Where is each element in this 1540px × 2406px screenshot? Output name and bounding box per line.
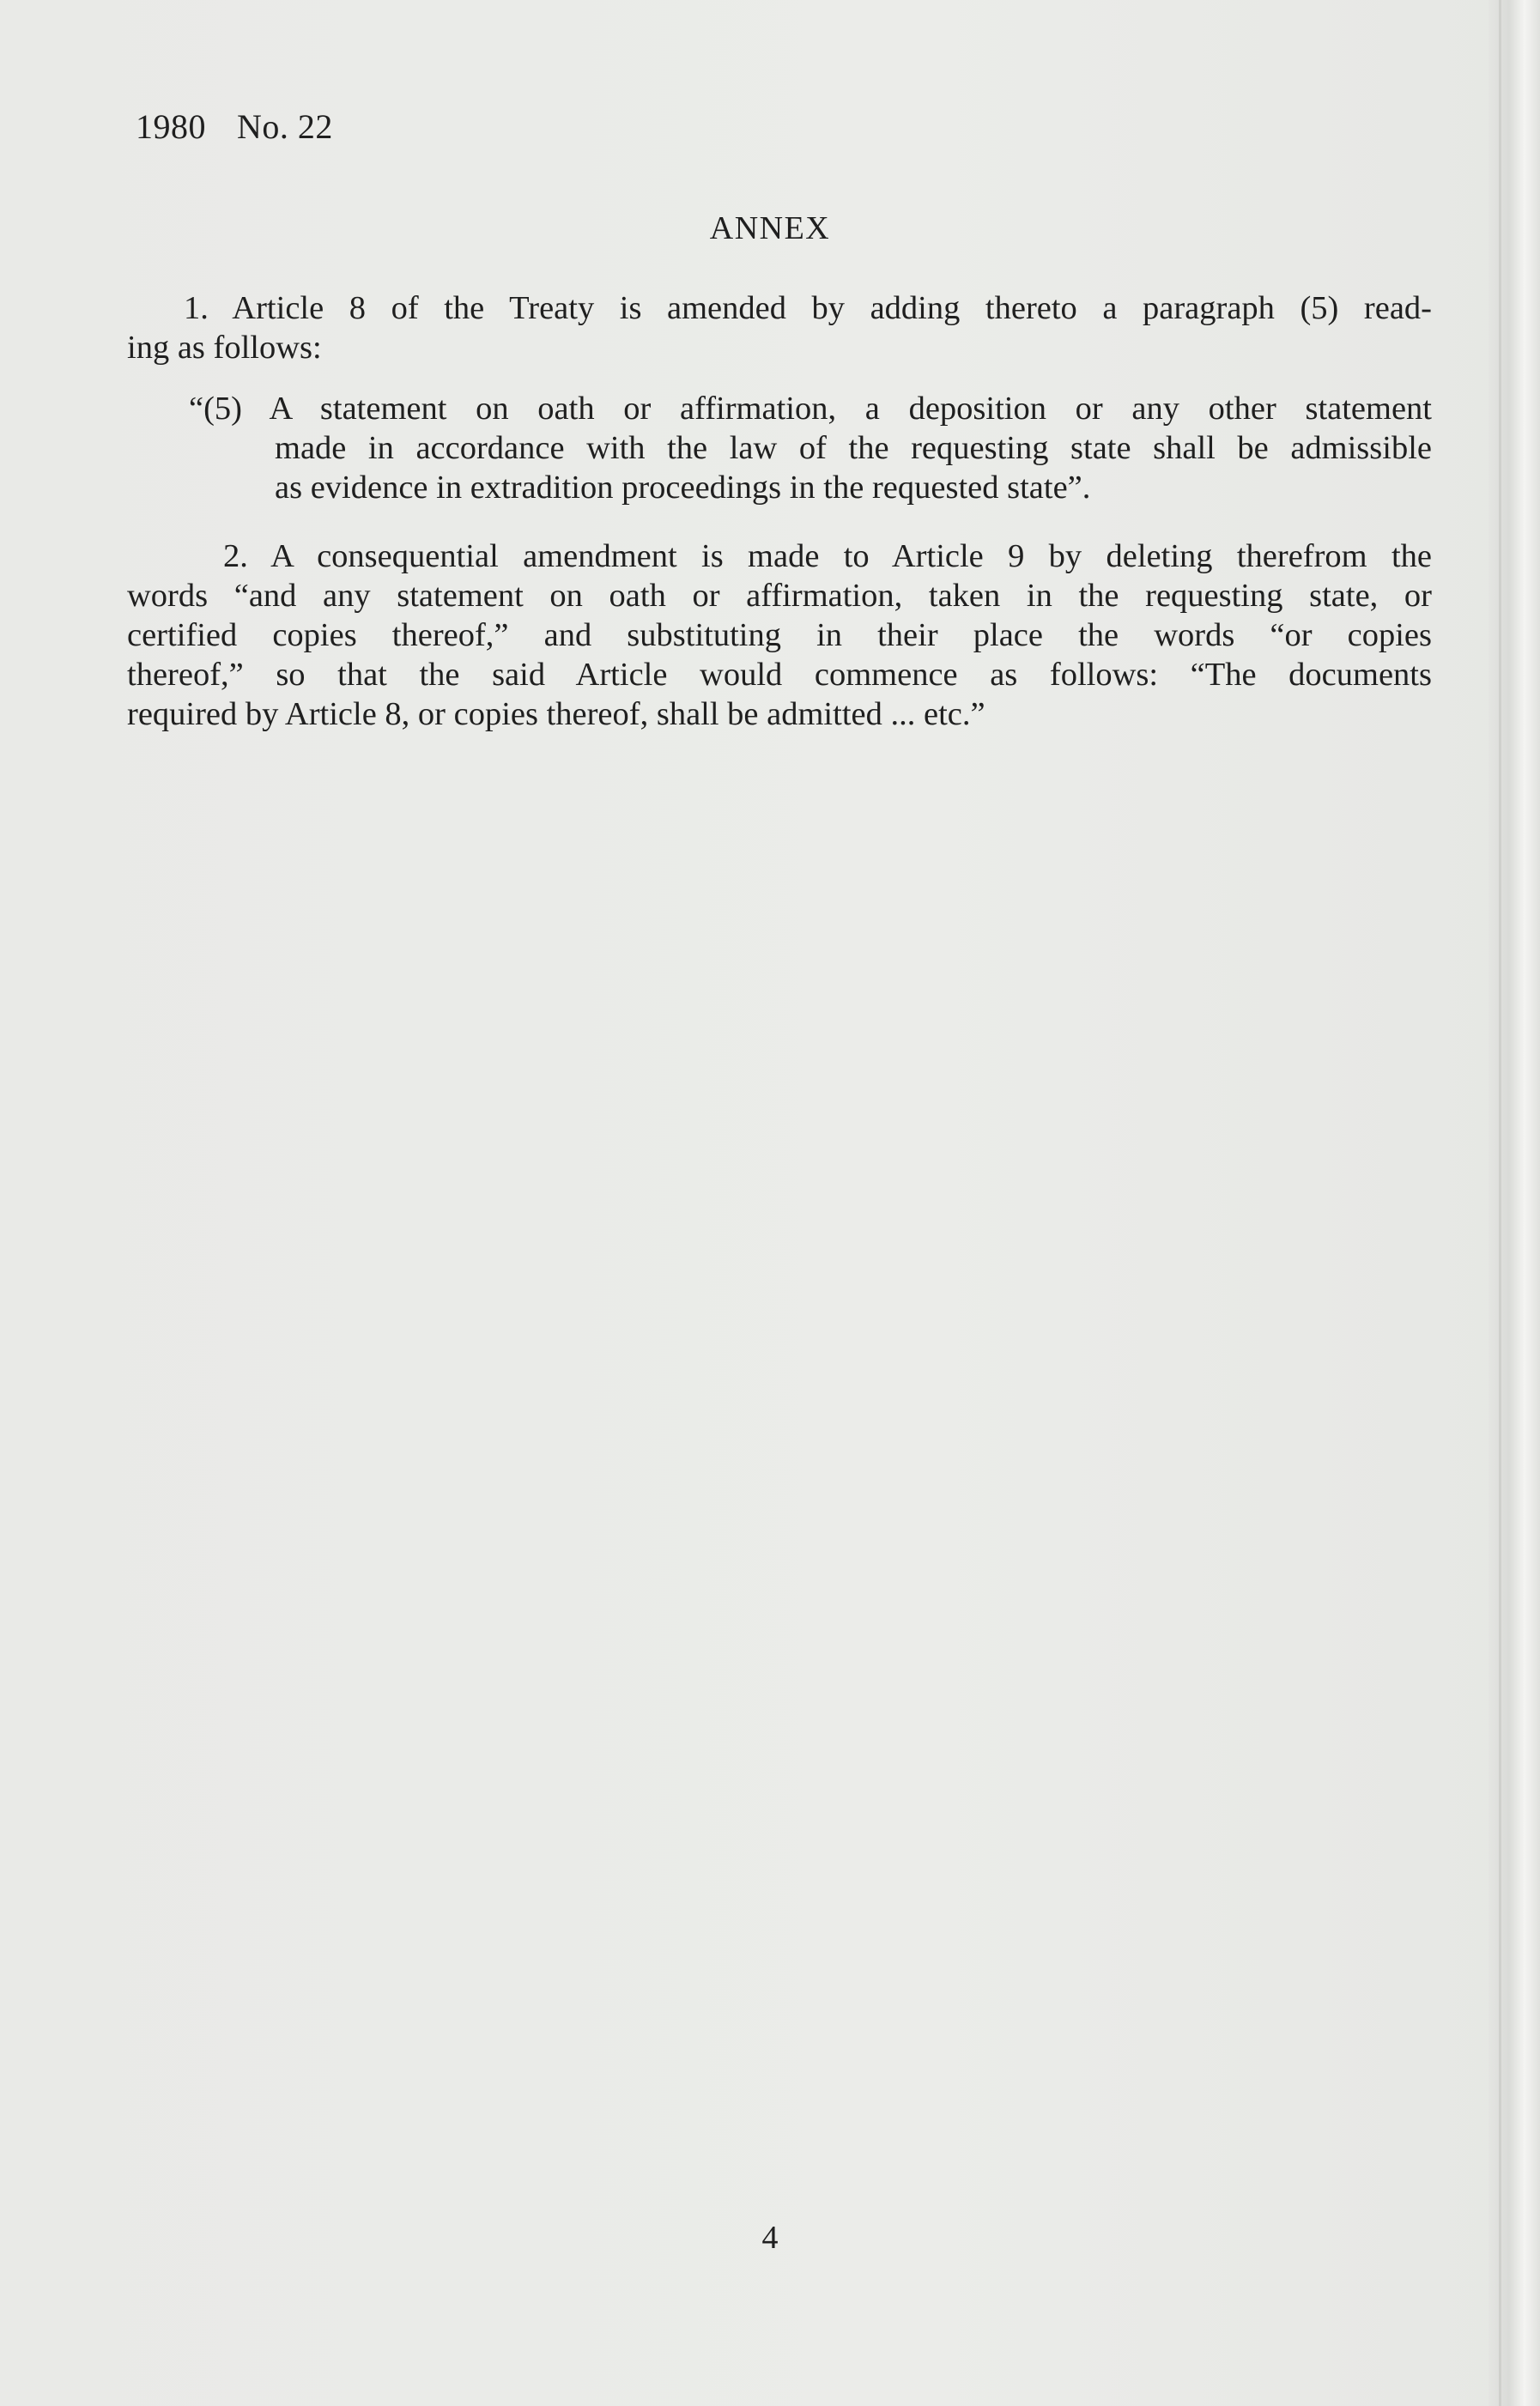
bleed-through-text [103,275,112,314]
header-year: 1980 [136,107,206,146]
paragraph-line: 1. Article 8 of the Treaty is amended by adding thereto a paragraph (5) read- [184,290,1432,326]
paragraph-line: words “and any statement on oath or affirmation, taken in the requesting state, or [127,578,1432,614]
annex-paragraph-2 [127,536,1432,734]
paragraph-line: thereof,” so that the said Article would commence as follows: “The documents [127,657,1432,693]
quoted-paragraph-5 [189,389,1432,507]
annex-paragraph-1 [127,288,1432,367]
page-edge [1488,0,1540,2406]
paragraph-line: as evidence in extradition proceedings in the requested state”. [275,470,1091,506]
paragraph-line: ing as follows: [127,330,322,366]
paragraph-line: made in accordance with the law of the requesting state shall be admissible [275,430,1432,466]
paragraph-line: “(5) A statement on oath or affirmation, a deposition or any other statement [189,391,1432,427]
paragraph-line: required by Article 8, or copies thereof, shall be admitted ... etc.” [127,696,985,732]
header-number: No. 22 [237,107,333,146]
paragraph-line: 2. A consequential amendment is made to Article 9 by deleting therefrom the [223,538,1432,574]
annex-title: ANNEX [709,210,831,246]
page-number: 4 [761,2220,779,2256]
paragraph-line: certified copies thereof,” and substituting in their place the words “or copies [127,617,1432,653]
document-header [136,106,333,147]
